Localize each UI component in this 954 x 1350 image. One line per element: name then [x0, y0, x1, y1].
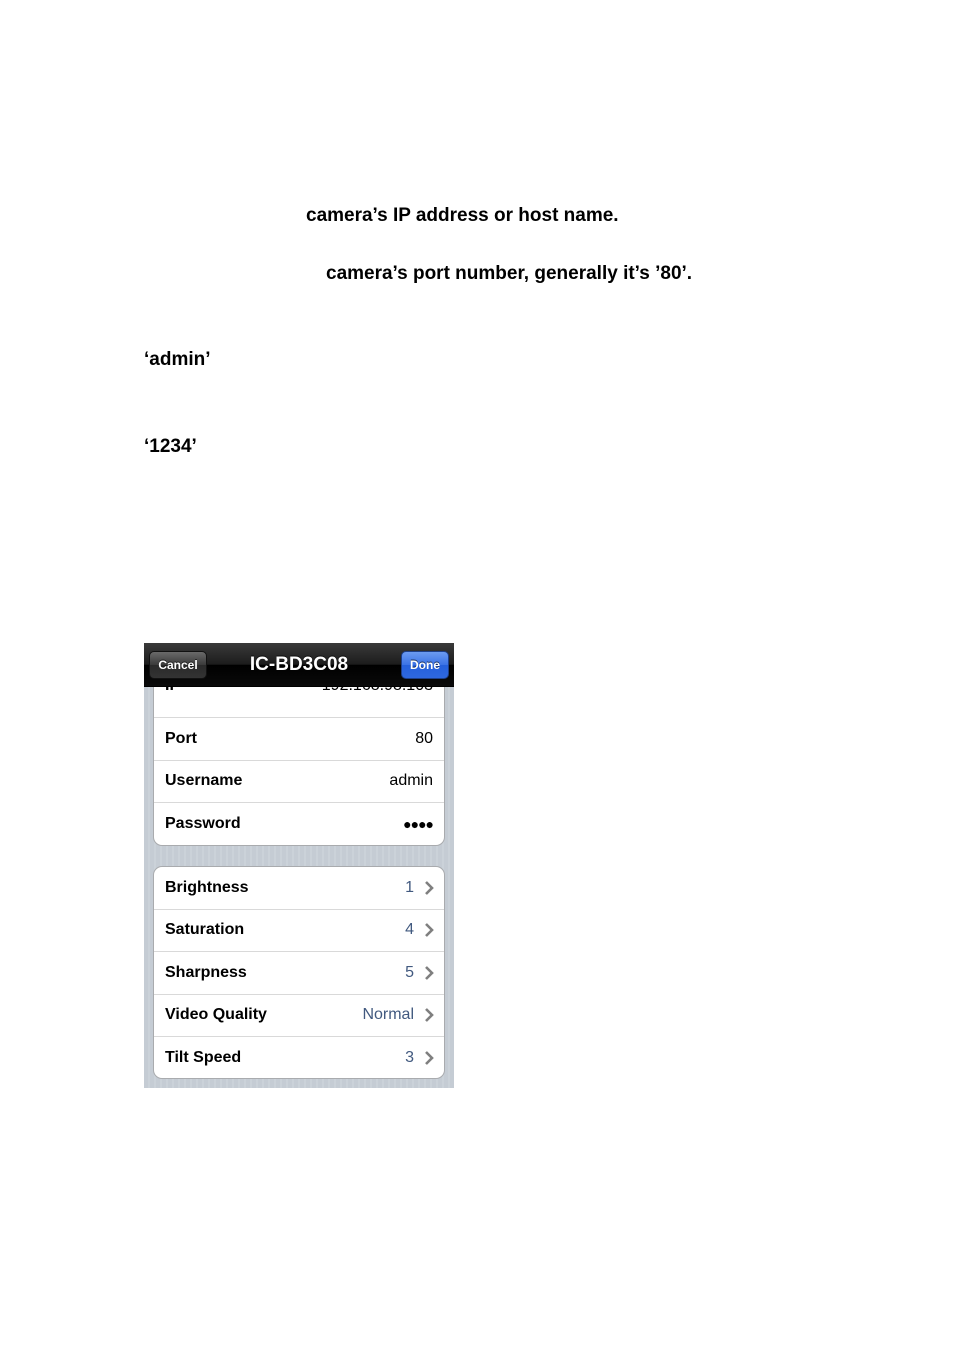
- sharpness-value: 5: [405, 963, 414, 981]
- navigation-bar: [144, 643, 454, 687]
- tilt-speed-row[interactable]: [154, 1037, 444, 1080]
- username-value[interactable]: admin: [389, 772, 433, 790]
- doc-line-ip: camera’s IP address or host name.: [306, 205, 619, 226]
- doc-line-username: ‘admin’: [144, 349, 211, 370]
- cancel-button[interactable]: Cancel: [149, 651, 207, 679]
- port-label: Port: [165, 729, 197, 747]
- username-label: Username: [165, 772, 243, 790]
- username-row[interactable]: [154, 761, 444, 804]
- doc-line-port: camera’s port number, generally it’s ’80’.: [326, 263, 693, 284]
- password-label: Password: [165, 815, 241, 833]
- chevron-right-icon: [424, 1051, 434, 1065]
- brightness-label: Brightness: [165, 878, 249, 896]
- chevron-right-icon: [424, 881, 434, 895]
- camera-settings-screen: [144, 643, 454, 1088]
- tilt-speed-label: Tilt Speed: [165, 1049, 242, 1067]
- brightness-value: 1: [405, 878, 414, 896]
- port-value[interactable]: 80: [415, 729, 433, 747]
- video-quality-row[interactable]: [154, 995, 444, 1038]
- video-quality-value: Normal: [362, 1006, 414, 1024]
- password-row[interactable]: [154, 803, 444, 846]
- saturation-value: 4: [405, 921, 414, 939]
- video-quality-label: Video Quality: [165, 1006, 267, 1024]
- tilt-speed-value: 3: [405, 1049, 414, 1067]
- connection-group: [153, 675, 445, 846]
- brightness-row[interactable]: [154, 867, 444, 910]
- chevron-right-icon: [424, 923, 434, 937]
- saturation-row[interactable]: [154, 910, 444, 953]
- done-button[interactable]: Done: [401, 651, 449, 679]
- sharpness-label: Sharpness: [165, 963, 247, 981]
- page-title: IC-BD3C08: [249, 654, 349, 675]
- chevron-right-icon: [424, 1008, 434, 1022]
- sharpness-row[interactable]: [154, 952, 444, 995]
- port-row[interactable]: [154, 718, 444, 761]
- password-value[interactable]: ●●●●: [403, 816, 433, 833]
- image-settings-group: [153, 866, 445, 1079]
- chevron-right-icon: [424, 966, 434, 980]
- doc-line-password: ‘1234’: [144, 436, 197, 457]
- saturation-label: Saturation: [165, 921, 245, 939]
